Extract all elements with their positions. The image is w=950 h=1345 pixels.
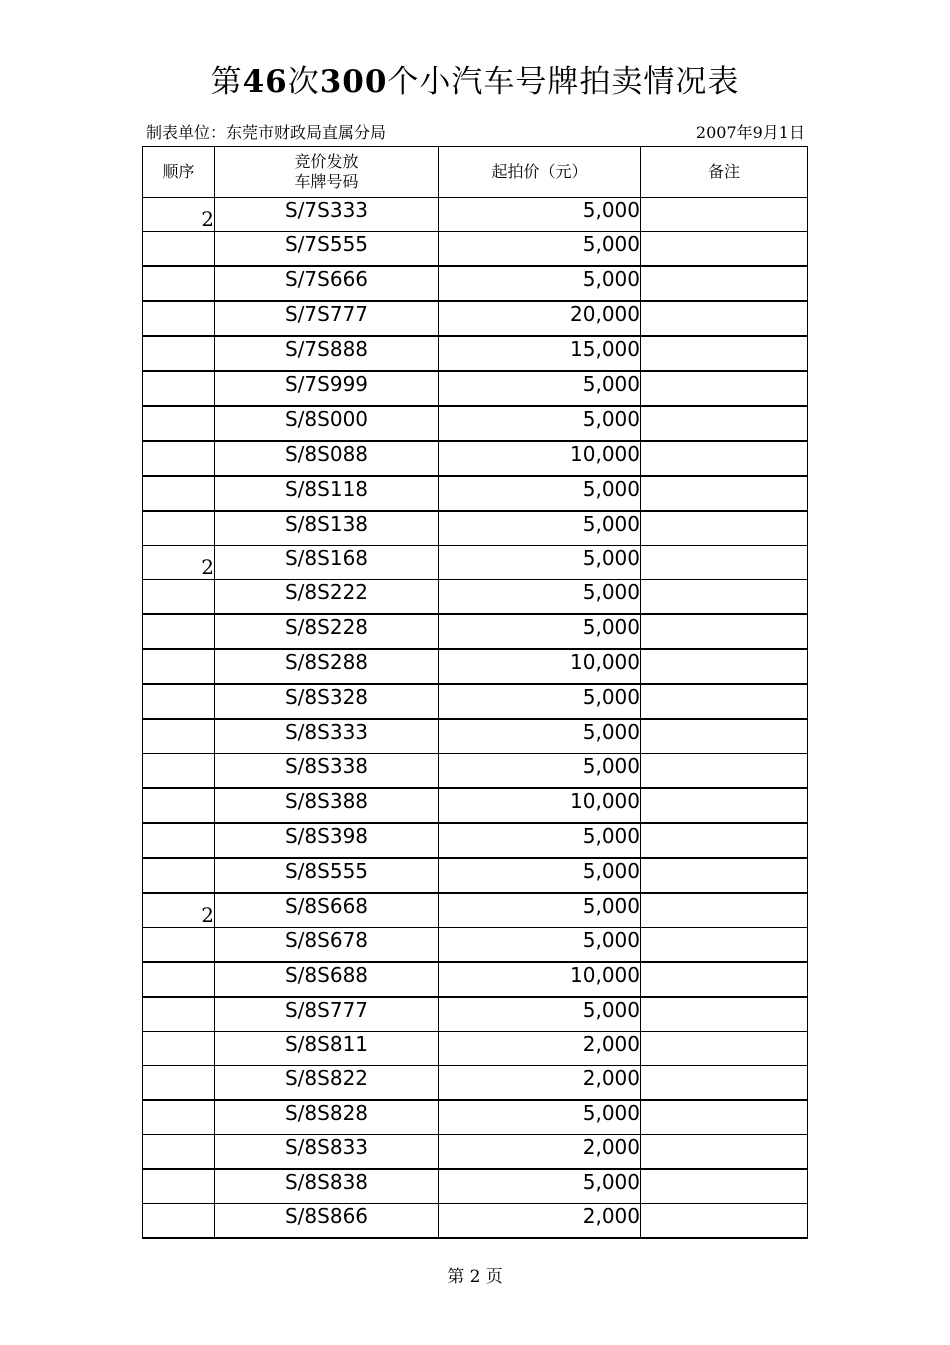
price-cell: 15,000 xyxy=(439,336,641,371)
price-cell: 20,000 xyxy=(439,301,641,336)
table-row xyxy=(143,266,808,301)
plate-cell: S/8S688 xyxy=(215,962,439,997)
price-cell: 10,000 xyxy=(439,441,641,476)
price-cell: 5,000 xyxy=(439,1100,641,1135)
note-cell xyxy=(641,719,808,754)
price-cell: 10,000 xyxy=(439,962,641,997)
table-header-row xyxy=(143,147,808,198)
plate-cell: S/8S333 xyxy=(215,719,439,754)
table-row xyxy=(143,441,808,476)
note-cell xyxy=(641,823,808,858)
seq-cell: 2 xyxy=(143,546,215,580)
seq-cell xyxy=(143,997,215,1032)
note-cell xyxy=(641,336,808,371)
table-row xyxy=(143,1204,808,1239)
plate-cell: S/7S666 xyxy=(215,266,439,301)
note-cell xyxy=(641,232,808,267)
seq-cell xyxy=(143,858,215,893)
header-note: 备注 xyxy=(641,147,808,198)
plate-cell: S/8S828 xyxy=(215,1100,439,1135)
plate-cell: S/8S228 xyxy=(215,614,439,649)
note-cell xyxy=(641,997,808,1032)
table-row xyxy=(143,684,808,719)
plate-cell: S/8S328 xyxy=(215,684,439,719)
price-cell: 5,000 xyxy=(439,232,641,267)
table-row xyxy=(143,649,808,684)
price-cell: 5,000 xyxy=(439,266,641,301)
seq-cell xyxy=(143,232,215,267)
header-plate xyxy=(215,147,439,198)
seq-cell: 2 xyxy=(143,893,215,928)
note-cell xyxy=(641,371,808,406)
price-cell: 5,000 xyxy=(439,719,641,754)
price-cell: 5,000 xyxy=(439,511,641,546)
note-cell xyxy=(641,406,808,441)
table-row xyxy=(143,614,808,649)
seq-cell xyxy=(143,406,215,441)
auction-table xyxy=(142,146,808,1239)
seq-cell xyxy=(143,1066,215,1101)
plate-cell: S/8S168 xyxy=(215,546,439,580)
price-cell: 5,000 xyxy=(439,858,641,893)
seq-cell xyxy=(143,788,215,823)
plate-cell: S/8S088 xyxy=(215,441,439,476)
table-row xyxy=(143,754,808,789)
note-cell xyxy=(641,614,808,649)
note-cell xyxy=(641,1135,808,1170)
seq-cell xyxy=(143,266,215,301)
seq-cell xyxy=(143,336,215,371)
plate-cell: S/8S822 xyxy=(215,1066,439,1101)
price-cell: 2,000 xyxy=(439,1204,641,1239)
price-cell: 5,000 xyxy=(439,893,641,928)
note-cell xyxy=(641,546,808,580)
seq-cell xyxy=(143,476,215,511)
table-row xyxy=(143,719,808,754)
seq-cell xyxy=(143,511,215,546)
table-row xyxy=(143,232,808,267)
plate-cell: S/8S118 xyxy=(215,476,439,511)
plate-cell: S/8S138 xyxy=(215,511,439,546)
plate-cell: S/8S678 xyxy=(215,928,439,963)
seq-cell xyxy=(143,1204,215,1239)
table-row xyxy=(143,336,808,371)
note-cell xyxy=(641,441,808,476)
seq-cell xyxy=(143,684,215,719)
header-plate-line1: 竞价发放 xyxy=(294,152,359,171)
seq-cell xyxy=(143,1169,215,1204)
price-cell: 5,000 xyxy=(439,1169,641,1204)
seq-cell xyxy=(143,962,215,997)
table-row xyxy=(143,301,808,336)
price-cell: 5,000 xyxy=(439,198,641,232)
price-cell: 5,000 xyxy=(439,928,641,963)
table-row xyxy=(143,1066,808,1101)
title-mid: 次 xyxy=(287,64,320,100)
note-cell xyxy=(641,1100,808,1135)
table-row xyxy=(143,893,808,928)
page-title xyxy=(0,56,950,101)
note-cell xyxy=(641,1066,808,1101)
seq-cell xyxy=(143,1135,215,1170)
plate-cell: S/8S288 xyxy=(215,649,439,684)
note-cell xyxy=(641,301,808,336)
note-cell xyxy=(641,1032,808,1066)
price-cell: 2,000 xyxy=(439,1066,641,1101)
plate-cell: S/8S222 xyxy=(215,580,439,615)
plate-cell: S/8S777 xyxy=(215,997,439,1032)
price-cell: 5,000 xyxy=(439,476,641,511)
plate-cell: S/8S668 xyxy=(215,893,439,928)
plate-cell: S/8S811 xyxy=(215,1032,439,1066)
note-cell xyxy=(641,511,808,546)
note-cell xyxy=(641,893,808,928)
seq-cell xyxy=(143,1100,215,1135)
note-cell xyxy=(641,684,808,719)
header-plate-line2: 车牌号码 xyxy=(294,172,359,191)
table-row xyxy=(143,1032,808,1066)
seq-cell xyxy=(143,649,215,684)
plate-cell: S/7S777 xyxy=(215,301,439,336)
price-cell: 5,000 xyxy=(439,754,641,789)
price-cell: 10,000 xyxy=(439,788,641,823)
note-cell xyxy=(641,476,808,511)
price-cell: 5,000 xyxy=(439,580,641,615)
seq-cell xyxy=(143,1032,215,1066)
note-cell xyxy=(641,754,808,789)
note-cell xyxy=(641,858,808,893)
table-row xyxy=(143,580,808,615)
seq-cell xyxy=(143,614,215,649)
price-cell: 10,000 xyxy=(439,649,641,684)
issuing-unit: 制表单位：东莞市财政局直属分局 xyxy=(146,123,387,142)
plate-cell: S/7S999 xyxy=(215,371,439,406)
table-row xyxy=(143,962,808,997)
seq-cell xyxy=(143,719,215,754)
table-row xyxy=(143,406,808,441)
plate-cell: S/8S838 xyxy=(215,1169,439,1204)
price-cell: 5,000 xyxy=(439,371,641,406)
plate-cell: S/8S866 xyxy=(215,1204,439,1239)
table-row xyxy=(143,928,808,963)
note-cell xyxy=(641,1169,808,1204)
table-row xyxy=(143,1100,808,1135)
note-cell xyxy=(641,198,808,232)
seq-cell xyxy=(143,823,215,858)
seq-cell xyxy=(143,371,215,406)
price-cell: 2,000 xyxy=(439,1135,641,1170)
table-row xyxy=(143,476,808,511)
title-prefix: 第 xyxy=(210,64,243,100)
price-cell: 5,000 xyxy=(439,614,641,649)
seq-cell xyxy=(143,301,215,336)
table-row xyxy=(143,1169,808,1204)
plate-cell: S/8S388 xyxy=(215,788,439,823)
seq-cell xyxy=(143,441,215,476)
plate-cell: S/8S000 xyxy=(215,406,439,441)
price-cell: 5,000 xyxy=(439,997,641,1032)
seq-cell: 2 xyxy=(143,198,215,232)
plate-cell: S/8S398 xyxy=(215,823,439,858)
price-cell: 5,000 xyxy=(439,546,641,580)
table-row xyxy=(143,997,808,1032)
plate-cell: S/7S888 xyxy=(215,336,439,371)
plate-cell: S/8S338 xyxy=(215,754,439,789)
table-row xyxy=(143,788,808,823)
title-plate-count: 300 xyxy=(319,64,388,100)
price-cell: 5,000 xyxy=(439,406,641,441)
note-cell xyxy=(641,962,808,997)
seq-cell xyxy=(143,928,215,963)
table-row xyxy=(143,511,808,546)
note-cell xyxy=(641,649,808,684)
price-cell: 5,000 xyxy=(439,823,641,858)
plate-cell: S/8S833 xyxy=(215,1135,439,1170)
table-row xyxy=(143,1135,808,1170)
table-row xyxy=(143,546,808,580)
note-cell xyxy=(641,1204,808,1239)
note-cell xyxy=(641,580,808,615)
table-row xyxy=(143,371,808,406)
table-row xyxy=(143,198,808,232)
price-cell: 5,000 xyxy=(439,684,641,719)
plate-cell: S/7S555 xyxy=(215,232,439,267)
plate-cell: S/8S555 xyxy=(215,858,439,893)
table-row xyxy=(143,858,808,893)
plate-cell: S/7S333 xyxy=(215,198,439,232)
issue-date: 2007年9月1日 xyxy=(695,123,805,142)
title-suffix: 个小汽车号牌拍卖情况表 xyxy=(387,64,740,100)
table-row xyxy=(143,823,808,858)
header-price: 起拍价（元） xyxy=(439,147,641,198)
seq-cell xyxy=(143,754,215,789)
note-cell xyxy=(641,266,808,301)
seq-cell xyxy=(143,580,215,615)
price-cell: 2,000 xyxy=(439,1032,641,1066)
page-number: 第 2 页 xyxy=(447,1267,503,1287)
title-session-number: 46 xyxy=(242,64,288,100)
header-seq: 顺序 xyxy=(143,147,215,198)
note-cell xyxy=(641,928,808,963)
note-cell xyxy=(641,788,808,823)
